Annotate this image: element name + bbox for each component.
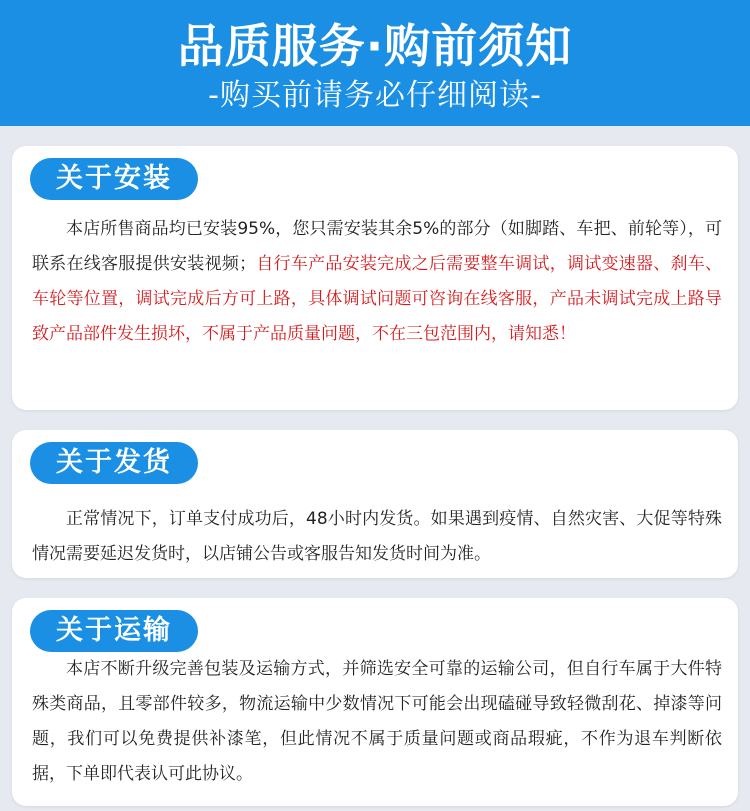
installation-text xyxy=(32,212,722,352)
header-banner xyxy=(0,0,750,126)
installation-text-normal: 本店所售商品均已安装95%，您只需安装其余5%的部分（如脚踏、车把、前轮等），可联系在线客服提供安装视频； xyxy=(32,219,722,274)
installation-text-warning: 自行车产品安装完成之后需要整车调试，调试变速器、刹车、车轮等位置，调试完成后方可上路，具体调试问题可咨询在线客服，产品未调试完成上路导致产品部件发生损坏，不属于产品质量问题，不在三包范围内，请知悉！ xyxy=(32,254,722,344)
section-transport xyxy=(12,598,738,806)
section-badge-installation: 关于安装 xyxy=(30,158,198,200)
section-badge-transport: 关于运输 xyxy=(30,610,198,652)
transport-text: 本店不断升级完善包装及运输方式，并筛选安全可靠的运输公司，但自行车属于大件特殊类商品，且零部件较多，物流运输中少数情况下可能会出现磕碰导致轻微刮花、掉漆等问题，我们可以免费提供补漆笔，但此情况不属于质量问题或商品瑕疵，不作为退车判断依据，下单即代表认可此协议。 xyxy=(32,659,722,784)
page-title: 品质服务·购前须知 xyxy=(177,19,573,73)
page-subtitle: -购买前请务必仔细阅读- xyxy=(208,78,542,113)
section-badge-shipping: 关于发货 xyxy=(30,442,198,484)
section-installation xyxy=(12,146,738,410)
section-shipping xyxy=(12,430,738,578)
shipping-text: 正常情况下，订单支付成功后，48小时内发货。如果遇到疫情、自然灾害、大促等特殊情况需要延迟发货时，以店铺公告或客服告知发货时间为准。 xyxy=(32,509,722,564)
